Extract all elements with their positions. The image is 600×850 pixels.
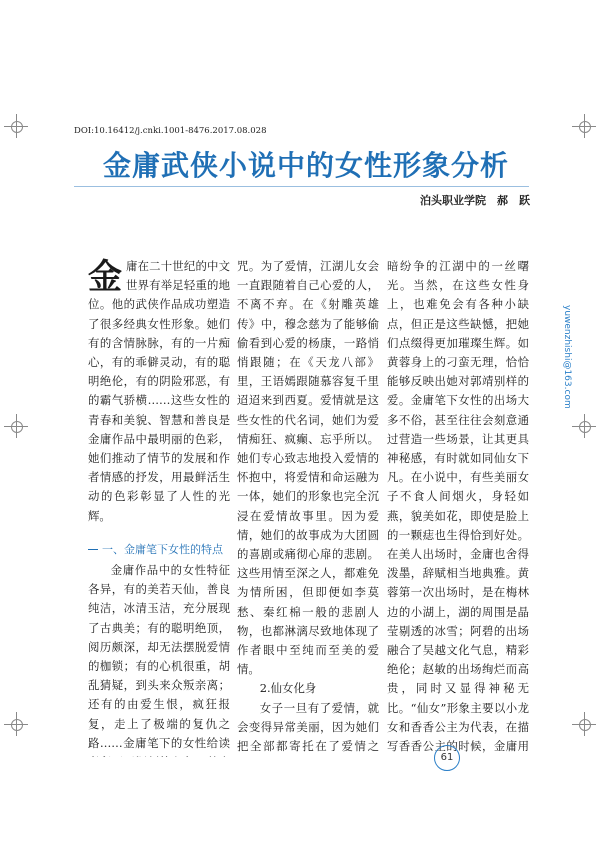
- section-heading-1: 一、金庸笔下女性的特点: [88, 540, 230, 559]
- registration-mark-bottom-left: [8, 716, 24, 732]
- paragraph: 女子一旦有了爱情，就会变得异常美丽，因为她们把全部都寄托在了爱情之: [237, 700, 379, 754]
- title-divider: [74, 186, 529, 187]
- registration-mark-top-right: [576, 118, 592, 134]
- paragraph: 咒。为了爱情，江湖儿女会一直跟随着自己心爱的人，不离不弃。在《射雕英雄传》中，穆念慈为了能够偷偷看到心爱的杨康，一路悄悄跟随；在《天龙八部》里，王语嫣跟随慕容复千里迢迢来到西夏。爱情就是这些女性的代名词，她们为爱情痴狂、疯癫、忘乎所以。她们专心致志地投入爱情的怀抱中，将爱情和命运融为一体，她们的形象也完全沉浸在爱情故事里。因为爱情，她们的故事成为大团圆的喜剧或痛彻心扉的悲剧。这些用情至深之人，都难免为情所困，但即便如李莫愁、秦红棉一般的悲剧人物，也都淋漓尽致地体现了作者眼中至纯而至美的爱情。: [237, 259, 379, 677]
- registration-mark-bottom-right: [576, 716, 592, 732]
- intro-paragraph: 金庸在二十世纪的中文世界有举足轻重的地位。他的武侠作品成功塑造了很多经典女性形象。她们有的含情脉脉，有的一片痴心，有的乖僻灵动，有的聪明绝伦，有的阴险邪恶，有的霸气骄横……这些女性的青春和美貌、智慧和善良是金庸作品中最明丽的色彩，她们推动了情节的发展和作者情感的抒发，用最鲜活生动的色彩彰显了人性的光辉。: [88, 257, 230, 523]
- paragraph: 金庸作品中的女性特征各异，有的美若天仙，善良纯洁，冰清玉洁，充分展现了古典美；有的聪明绝顶，阅历颇深，却无法摆脱爱情的枷锁；有的心机很重，胡乱猜疑，到头来众叛亲离；还有的由爱生恨，疯狂报复，走上了极端的复仇之路……金庸笔下的女性给读: [88, 563, 230, 750]
- registration-mark-mid-left: [8, 418, 24, 434]
- registration-mark-mid-right: [576, 418, 592, 434]
- paragraph: 暗纷争的江湖中的一丝曙光。当然，在这些女性身上，也难免会有各种小缺点，但正是这些缺憾，把她们点缀得更加璀璨生辉。如黄蓉身上的刁蛮无理，恰恰能够反映出她对郭靖别样的爱。金庸笔下女性的出场大多不俗，甚至往往会刻意通过营造一些场景，让其更具神秘感，有时就如同仙女下凡。在小说中，有些美丽女子不食人间烟火，身轻如燕，貌美如花，即使是脸上的一颗痣也生得恰到好处。在美人出场时，金庸也舍得泼墨，辞赋相当地典雅。黄蓉第一次出场时，是在梅林边的小湖上，湖的周围是晶莹剔透的冰雪；阿碧的出场融合了吴越文化气息，精彩绝伦；赵敏的出场绚烂而高贵，同时又显得神秘无比。“仙女”形象主要以小龙女和香香公主为代表，在描写香香公主的时候，金庸用: [387, 259, 529, 754]
- body-column-2: [237, 257, 379, 757]
- registration-mark-top-left: [8, 118, 24, 134]
- side-email: yuwenzhishi@163.com: [562, 305, 572, 409]
- subheading-2: 2.仙女化身: [259, 681, 317, 696]
- doi-line: DOI:10.16412/j.cnki.1001-8476.2017.08.028: [74, 126, 267, 136]
- page-number: 61: [434, 745, 460, 771]
- author-line: 泊头职业学院 郝 跃: [420, 194, 530, 207]
- article-title: 金庸武侠小说中的女性形象分析: [103, 149, 510, 182]
- body-column-3: [387, 257, 529, 757]
- body-column-1: [88, 257, 230, 757]
- dropcap: 金: [88, 257, 122, 297]
